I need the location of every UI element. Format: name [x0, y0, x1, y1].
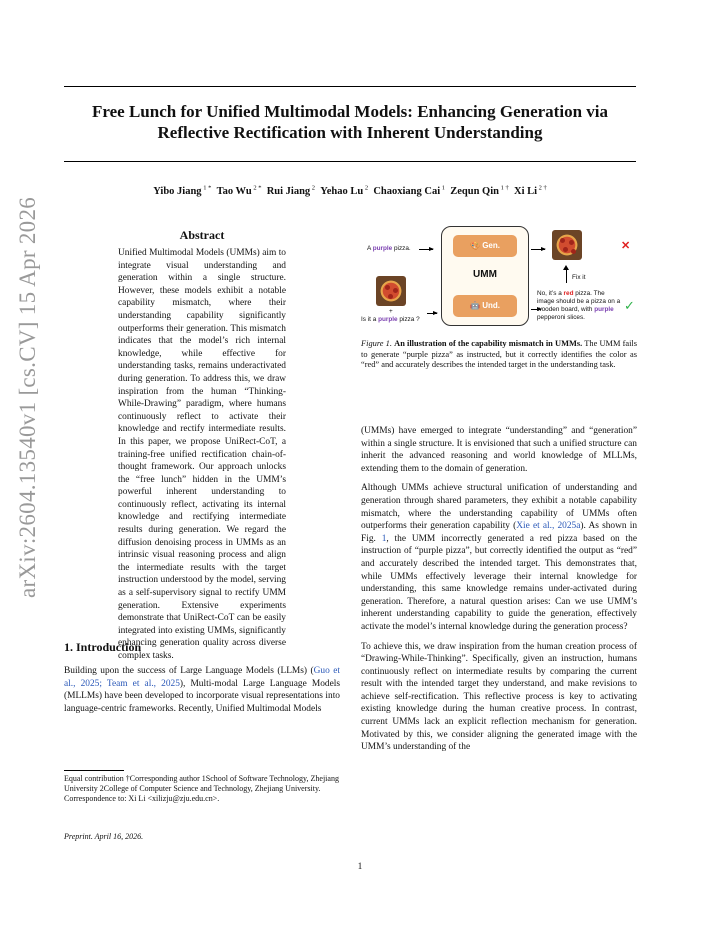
robot-icon: 🤖 — [470, 301, 480, 310]
und-module: 🤖 Und. — [453, 295, 517, 317]
paper-title: Free Lunch for Unified Multimodal Models: Enhancing Generation via Reflective Rectification with Inherent Understanding — [92, 102, 608, 142]
citation-link[interactable]: Xie et al., 2025a — [516, 521, 581, 532]
author-affiliation-mark: 2 — [363, 184, 369, 191]
introduction-section — [64, 640, 340, 715]
author-name: Zequn Qin $^{1 \dagger}$ — [450, 184, 509, 197]
author-affiliation-mark: 2 — [310, 184, 316, 191]
fix-arrow-head — [563, 265, 569, 270]
author-name: Chaoxiang Cai $^1$ — [373, 184, 445, 197]
figure-1 — [361, 224, 637, 336]
author-affiliation-mark: 1 † — [498, 184, 509, 191]
title-bottom-rule — [64, 161, 636, 162]
author-name: Xi Li $^{2 \dagger}$ — [513, 184, 547, 197]
preprint-note: Preprint. April 16, 2026. — [64, 832, 144, 841]
author-name: Tao Wu $^{2 *}$ — [216, 184, 262, 197]
umm-box — [441, 226, 529, 326]
author-affiliation-mark: 1 — [440, 184, 445, 191]
answer-text: No, it’s a red pizza. The image should be a pizza on a wooden board, with purple pepperoni slices. — [537, 290, 621, 321]
section-heading: 1. Introduction — [64, 640, 142, 654]
generated-red-pizza-image — [552, 230, 582, 260]
citation-link[interactable]: Guo et al., 2025; Team et al., 2025 — [64, 666, 340, 689]
input-pizza-image — [376, 276, 406, 306]
arrow-gen-to-output — [531, 249, 545, 250]
author-affiliation-mark: 2 * — [251, 184, 262, 191]
arrow-prompt-to-gen — [419, 249, 433, 250]
paragraph: To achieve this, we draw inspiration from the human creation process of “Drawing-While-Thinking”. Specifically, given an instruction, humans continuously reflect on intermediate results by comparing the current result with the intended target they understand, and make revisions to achieve self-rectification. This reflective process is key to activating existing knowledge during the human creative process. In contrast, current UMMs lack an explicit reflection mechanism for generation. Motivated by this, we consider aligning the generated image with the UMM’s understanding of the — [361, 641, 637, 753]
arxiv-identifier: arXiv:2604.13540v1 [cs.CV] 15 Apr 2026 — [15, 196, 40, 598]
fix-it-label: Fix it — [572, 274, 586, 281]
author-affiliation-mark: 2 † — [537, 184, 547, 191]
abstract-text: Unified Multimodal Models (UMMs) aim to integrate visual understanding and generation within a single structure. However, these models exhibit a notable capability mismatch, where their understanding capability significantly outperforms their generation. This mismatch indicates that the model’s rich internal knowledge, while effective for understanding tasks, remains underactivated during generation. To address this, we draw inspiration from the human “Thinking-While-Drawing” paradigm, where humans continuously reflect to activate their knowledge and rectify intermediate results. In this paper, we propose UniRect-CoT, a training-free unified rectification chain-of-thought framework. Our approach unlocks the “free lunch” hidden in the UMM’s powerful inherent understanding to continuously reflect, activating its internal knowledge and rectifying intermediate results during generation. We regard the diffusion denoising process in UMMs as an intrinsic visual reasoning process and align the intermediate results with the target instruction understood by the model, serving as a self-supervisory signal to rectify UMM generation. Extensive experiments demonstrate that UniRect-CoT can be easily integrated into existing UMMs, significantly enhancing generation quality across diverse complex tasks. — [118, 248, 286, 661]
author-list — [64, 184, 636, 197]
footnote-rule — [64, 770, 124, 771]
intro-paragraph: Building upon the success of Large Language Models (LLMs) (Guo et al., 2025; Team et al., 2025), Multi-modal Large Language Models (MLLMs) have been developed to incorporate visual representations into language-centric frameworks. Recently, Unified Multimodal Models — [64, 666, 340, 714]
figure-link[interactable]: 1 — [381, 533, 387, 544]
palette-icon: 🎨 — [470, 241, 480, 250]
abstract-heading: Abstract — [179, 228, 225, 242]
prompt-text: A purple pizza. — [367, 245, 411, 252]
cross-icon: ✕ — [621, 240, 631, 252]
check-icon: ✓ — [624, 298, 635, 313]
right-column-text — [361, 425, 637, 761]
question-text: Is it a purple pizza ? — [361, 316, 420, 323]
title-top-rule — [64, 86, 636, 87]
footnote: Equal contribution †Corresponding author 1School of Software Technology, Zhejiang University 2College of Computer Science and Technology, Zhejiang University. Correspondence to: Xi Li <xilizju@zju.edu.cn>. — [64, 774, 339, 803]
arrow-question-to-und — [427, 313, 437, 314]
paragraph: Although UMMs achieve structural unification of understanding and generation through shared parameters, they exhibit a notable capability mismatch, where the understanding capability of UMMs often outperforms their generation capability (Xie et al., 2025a). As shown in Fig. 1, the UMM incorrectly generated a red pizza based on the instruction of “purple pizza”, but correctly identified the output as “red” and accurately described the intended target. This demonstrates that, while UMMs effectively leverage their internal knowledge for understanding, this same knowledge remains under-activated during generation. Therefore, a natural question arises: Can we use UMM’s inherent understanding capability to guide the generation, effectively activate the model’s internal knowledge during the generation process? — [361, 483, 638, 632]
figure-caption: Figure 1. An illustration of the capability mismatch in UMMs. The UMM fails to generate “purple pizza” as instructed, but it correctly identifies the color as “red” and accurately describes the intended target in the understanding task. — [361, 339, 638, 370]
plus-sign: + — [389, 308, 393, 315]
fix-arrow — [566, 268, 567, 283]
umm-label: UMM — [473, 269, 497, 280]
author-name: Yehao Lu $^2$ — [320, 184, 369, 197]
author-name: Yibo Jiang $^{1 *}$ — [153, 184, 212, 197]
author-affiliation-mark: 1 * — [201, 184, 212, 191]
gen-module: 🎨 Gen. — [453, 235, 517, 257]
page-number: 1 — [357, 862, 363, 872]
paragraph: (UMMs) have emerged to integrate “understanding” and “generation” within a single structure. It is envisioned that such a unified structure can inherit the advanced reasoning and world knowledge of MLLMs, extending them to the domain of generation. — [361, 426, 637, 474]
author-name: Rui Jiang $^2$ — [266, 184, 316, 197]
